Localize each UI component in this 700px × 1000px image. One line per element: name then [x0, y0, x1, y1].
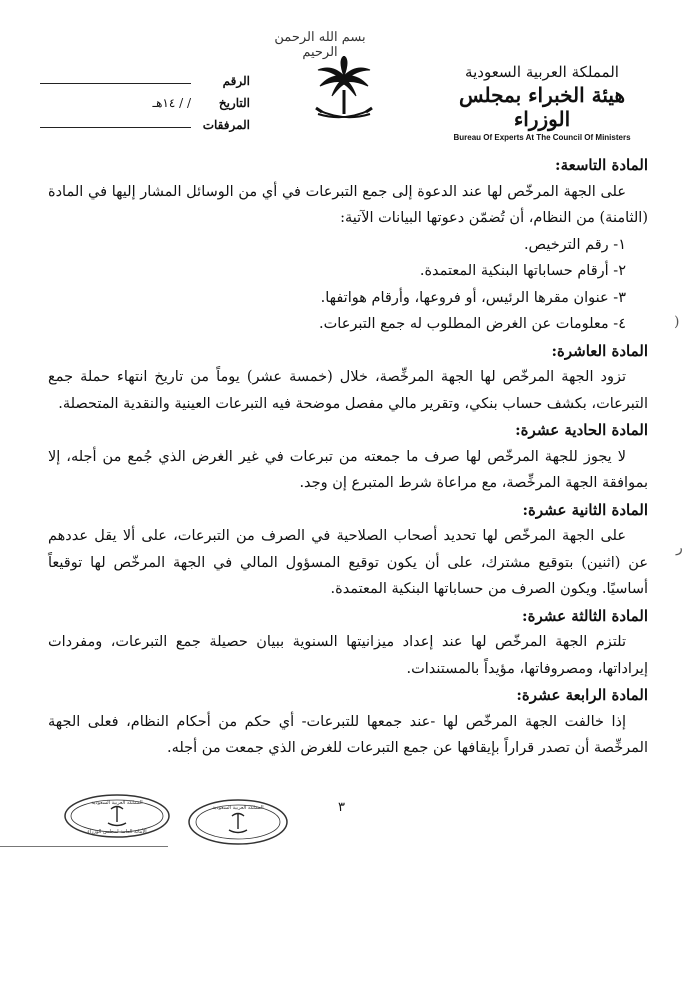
reference-number-label: الرقم [222, 74, 250, 88]
article-11 [48, 417, 648, 497]
official-seal-icon [62, 792, 172, 840]
article-paragraph: إذا خالفت الجهة المرخّص لها -عند جمعها للتبرعات- أي حكم من أحكام النظام، فعلى الجهة المرخِّصة أن تصدر قراراً بإيقافها عن جمع التبرعات للغرض الذي جمعت من أجله. [48, 713, 648, 756]
official-seal-icon [186, 797, 290, 847]
organization-name: هيئة الخبراء بمجلس الوزراء [458, 83, 625, 131]
basmala-calligraphy: بسم الله الرحمن الرحيم [274, 30, 366, 60]
reference-date-value: / / ١٤هـ [152, 96, 191, 110]
bottom-rule [0, 846, 168, 847]
palm-swords-emblem-icon [312, 56, 376, 126]
article-heading: المادة العاشرة: [551, 341, 648, 360]
organization-name-en: Bureau Of Experts At The Council Of Ministers [453, 133, 631, 142]
reference-block [40, 66, 250, 132]
reference-attachments-label: المرفقات [202, 118, 250, 132]
list-item: ٢- أرقام حساباتها البنكية المعتمدة. [419, 263, 626, 279]
article-heading: المادة الحادية عشرة: [515, 421, 648, 439]
page-number: ٣ [338, 800, 345, 815]
article-heading: المادة الثانية عشرة: [522, 500, 648, 519]
article-paragraph: لا يجوز للجهة المرخّص لها صرف ما جمعته من تبرعات في غير الغرض الذي جُمع من أجله، إلا بموافقة الجهة المرخِّصة، مع مراعاة شرط المتبرع إن وجد. [48, 448, 648, 491]
article-10 [48, 338, 648, 418]
article-14 [48, 682, 648, 762]
organization-block [442, 63, 642, 142]
margin-mark: ر [676, 540, 683, 556]
article-paragraph: تلتزم الجهة المرخّص لها عند إعداد ميزانيتها السنوية ببيان حصيلة جمع التبرعات، ومفردات إيراداتها، ومصروفاتها، مؤيداً بالمستندات. [48, 634, 648, 677]
seal-top-text: المملكة العربية السعودية [212, 805, 264, 811]
margin-mark: ) [674, 314, 680, 330]
reference-number-row [40, 66, 250, 88]
reference-attachments-line [40, 126, 191, 128]
article-13 [48, 603, 648, 683]
reference-date-row [40, 88, 250, 110]
article-paragraph: تزود الجهة المرخّص لها الجهة المرخِّصة، خلال (خمسة عشر) يوماً من تاريخ انتهاء حملة جمع التبرعات، بكشف حساب بنكي، وتقرير مالي مفصل موضحة فيه التبرعات العينية والنقدية المتحصلة. [48, 369, 648, 412]
article-heading: المادة الثالثة عشرة: [522, 606, 648, 625]
list-item: ٤- معلومات عن الغرض المطلوب له جمع التبرعات. [319, 316, 626, 332]
article-heading: المادة الرابعة عشرة: [516, 686, 648, 704]
article-paragraph: على الجهة المرخّص لها تحديد أصحاب الصلاحية في الصرف من التبرعات، على ألا يقل عددهم عن (اثنين) بتوقيع مشترك، على أن يكون توقيع المسؤول المالي في الجهة المرخّص لها توقيعاً أساسيًا. ويكون الصرف من حساباتها البنكية المعتمدة. [48, 528, 648, 597]
list-item: ١- رقم الترخيص. [523, 236, 626, 253]
article-12 [48, 497, 648, 603]
article-heading: المادة التاسعة: [555, 156, 648, 174]
document-body [48, 152, 648, 762]
article-paragraph: على الجهة المرخّص لها عند الدعوة إلى جمع التبرعات في أي من الوسائل المشار إليها في المادة (الثامنة) من النظام، أن تُضمّن دعوتها البيانات الآتية: [48, 183, 648, 226]
country-name: المملكة العربية السعودية [465, 63, 619, 81]
reference-number-line [40, 82, 191, 84]
article-9 [48, 152, 648, 338]
reference-date-label: التاريخ [218, 96, 250, 110]
seal-top-text: المملكة العربية السعودية [91, 800, 143, 806]
list-item: ٣- عنوان مقرها الرئيس، أو فروعها، وأرقام هواتفها. [320, 289, 626, 306]
seal-bottom-text: الأمانة العامة لمجلس الوزراء [87, 829, 147, 835]
reference-attachments-row [40, 110, 250, 132]
